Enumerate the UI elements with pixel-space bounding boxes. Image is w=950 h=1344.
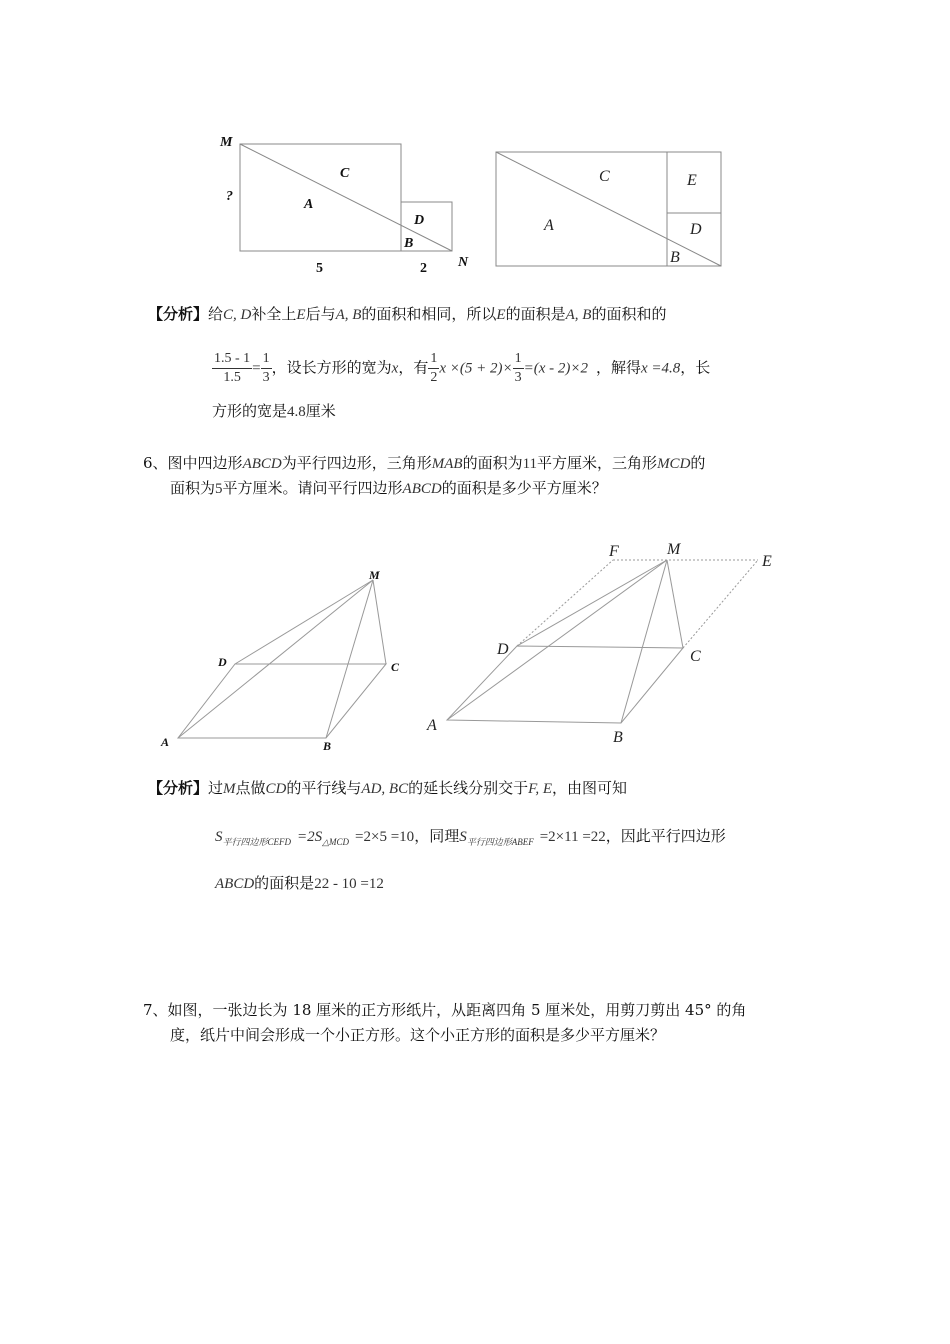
label-width-2: 2 <box>420 261 427 276</box>
label-D: D <box>218 655 227 669</box>
segment-MC <box>373 580 386 664</box>
analysis-1-line-3: 方形的宽是4.8厘米 <box>212 402 336 420</box>
segment-MC <box>667 560 683 648</box>
label-F: F <box>609 543 619 560</box>
label-B: B <box>404 236 414 251</box>
analysis-1-line-1: 【分析】给C, D补全上E后与A, B的面积和相同，所以E的面积是A, B的面积和的 <box>148 305 667 323</box>
dotted-DF <box>517 560 613 646</box>
analysis-tag: 【分析】 <box>148 779 209 797</box>
question-6-line-1: 6、图中四边形ABCD为平行四边形，三角形MAB的面积为11平方厘米，三角形MCD的 <box>143 454 706 472</box>
label-B: B <box>613 729 623 746</box>
question-7-line-1: 7、如图，一张边长为 18 厘米的正方形纸片，从距离四角 5 厘米处，用剪刀剪出 45° 的角 <box>143 1001 747 1019</box>
label-C: C <box>391 660 400 674</box>
fraction-half: $\frac{1}{2}$ <box>430 351 438 385</box>
segment-MB <box>326 580 373 738</box>
segment-MB <box>621 560 667 723</box>
analysis-2-line-1: 【分析】过M点做CD的平行线与AD, BC的延长线分别交于F, E，由图可知 <box>148 779 628 797</box>
label-M: M <box>220 135 233 150</box>
label-C: C <box>599 168 610 185</box>
analysis-2-line-2: $S_{平行四边形CEFD} =2S_{\triangle MCD} =2\times 5 =10$，同理$S_{平行四边形ABEF} =2\times 11 =22$，因此平行四边形 <box>215 827 726 847</box>
diagonal-line <box>240 144 452 251</box>
label-D: D <box>690 221 702 238</box>
label-A: A <box>161 735 170 749</box>
label-A: A <box>544 217 554 234</box>
label-M: M <box>667 541 681 558</box>
label-E: E <box>687 172 697 189</box>
figure-1-right <box>490 145 730 275</box>
label-N: N <box>458 255 469 270</box>
parallelogram-ABCD <box>178 664 386 738</box>
analysis-1-line-2: $\frac{1.5 - 1}{1.5}$ = $\frac{1}{3}$ ，设长方形的宽为x，有 $\frac{1}{2}$ x ×(5 + 2)× $\frac{1}{3}$ =(x - 2)×2 ，解得x =4.8，长 <box>214 351 711 385</box>
segment-MD <box>517 560 667 646</box>
label-E: E <box>762 553 772 570</box>
dotted-CE <box>683 560 758 648</box>
label-D: D <box>497 641 509 658</box>
label-A: A <box>304 197 314 212</box>
segment-MA <box>447 560 667 720</box>
fraction-1: $\frac{1.5 - 1}{1.5}$ <box>214 351 251 385</box>
question-6-line-2: 面积为5平方厘米。请问平行四边形ABCD的面积是多少平方厘米？ <box>170 479 607 497</box>
label-C: C <box>690 648 701 665</box>
label-width-5: 5 <box>316 261 323 276</box>
analysis-2-line-3: ABCD的面积是22 - 10 =12 <box>215 874 384 892</box>
label-B: B <box>670 249 680 266</box>
figure-1-left <box>210 128 480 278</box>
label-question: ? <box>226 189 233 204</box>
figure-2-right <box>420 535 790 750</box>
label-M: M <box>369 568 380 582</box>
label-B: B <box>323 739 332 753</box>
question-7-line-2: 度，纸片中间会形成一个小正方形。这个小正方形的面积是多少平方厘米？ <box>170 1026 666 1044</box>
fraction-third: $\frac{1}{3}$ <box>514 351 522 385</box>
figure-2-left <box>155 560 420 760</box>
label-D: D <box>414 213 425 228</box>
big-rectangle <box>240 144 401 251</box>
label-A: A <box>427 717 437 734</box>
analysis-tag: 【分析】 <box>148 305 209 323</box>
segment-MA <box>178 580 373 738</box>
parallelogram-ABCD <box>447 646 683 723</box>
segment-MD <box>235 580 373 664</box>
fraction-2: $\frac{1}{3}$ <box>262 351 270 385</box>
label-C: C <box>340 166 350 181</box>
